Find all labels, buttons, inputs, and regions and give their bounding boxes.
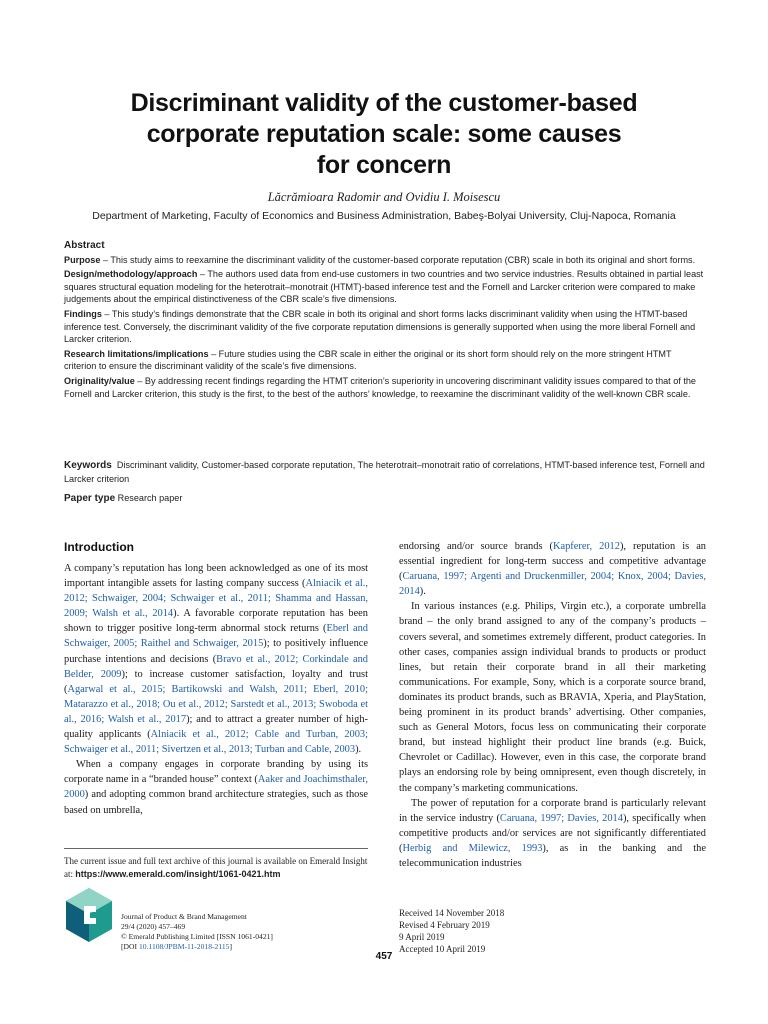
body-text: ), specifically when competitive products and/or services are not significantly differentiated ( <box>399 812 706 854</box>
paper-type-label: Paper type <box>64 493 116 504</box>
citation-link[interactable]: Kapferer, 2012 <box>553 541 620 552</box>
date-accepted: Accepted 10 April 2019 <box>399 944 486 954</box>
archive-url-link[interactable]: https://www.emerald.com/insight/1061-0421.htm <box>75 869 281 879</box>
citation-link[interactable]: Caruana, 1997; Davies, 2014 <box>499 812 623 824</box>
body-text: ) and adopting common brand architecture strategies, such as those based on umbrella, <box>64 789 368 816</box>
citation-link[interactable]: Eberl and Schwaiger, 2005; Raithel and Schwaiger, 2015 <box>64 623 368 650</box>
citation-link[interactable]: Aaker and Joachimsthaler, 2000 <box>64 774 368 801</box>
journal-copyright: © Emerald Publishing Limited [ISSN 1061-0421] <box>121 932 273 941</box>
abstract-section-text: – This study’s findings demonstrate that the CBR scale in both its original and short forms lacks discriminant validity when using the HTMT-based inference test. Conversely, the discriminant validity of the five corporate reputation dimensions is generally supported when using the more liberal Fornell and Larcker criterion. <box>64 308 696 345</box>
abstract-section-text: – By addressing recent findings regarding the HTMT criterion’s superiority in uncovering discriminant validity issues compared to that of the Fornell and Larcker criterion, this study is the first, to the best of the authors’ knowledge, to reexamine the discriminant validity of the well-known CBR scale. <box>64 375 696 399</box>
abstract-section-label: Findings <box>64 308 102 319</box>
abstract-section-label: Originality/value <box>64 375 135 386</box>
date-received: Received 14 November 2018 <box>399 908 505 918</box>
abstract-section <box>64 348 706 373</box>
citation-link[interactable]: Bravo et al., 2012; Corkindale and Belder, 2009 <box>64 653 368 680</box>
authors: Lăcrămioara Radomir and Ovidiu I. Moisescu <box>267 190 501 204</box>
left-column-text <box>64 561 368 818</box>
article-title <box>40 88 728 181</box>
citation-link[interactable]: Alniacik et al., 2012; Schwaiger, 2004; Schwaiger et al., 2011; Shamma and Hassan, 2009; Walsh et al., 2014 <box>64 578 368 620</box>
doi-link[interactable]: 10.1108/JPBM-11-2018-2115 <box>138 942 230 951</box>
journal-volume: 29/4 (2020) 457–469 <box>121 922 186 931</box>
citation-link[interactable]: Agarwal et al., 2015; Bartikowski and Walsh, 2011; Eberl, 2010; Matarazzo et al., 2018; Ou et al., 2012; Sarstedt et al., 2013; Swoboda et al., 2016; Walsh et al., 2017 <box>64 683 368 725</box>
body-text: ); to positively influence purchase intentions and decisions ( <box>64 638 368 665</box>
body-text: ), as in the banking and the telecommunication industries <box>399 842 706 869</box>
body-text: ). <box>419 586 426 598</box>
keywords-label: Keywords <box>64 460 112 471</box>
abstract-section <box>64 268 706 306</box>
journal-doi: [DOI 10.1108/JPBM-11-2018-2115] <box>121 942 232 951</box>
body-paragraph <box>64 757 368 817</box>
archive-note-text: The current issue and full text archive of this journal is available on Emerald Insight at: <box>64 856 368 879</box>
journal-info <box>121 912 371 952</box>
body-text: When a company engages in corporate branding by using its corporate name in a “branded house” context ( <box>64 759 368 786</box>
citation-link[interactable]: Herbig and Milewicz, 1993 <box>402 842 543 854</box>
abstract-heading: Abstract <box>64 240 105 251</box>
keywords <box>64 459 706 485</box>
citation-link[interactable]: Alniacik et al., 2012; Cable and Turban, 2003; Schwaiger et al., 2011; Sivertzen et al., 2013; Turban and Cable, 2003 <box>64 729 369 756</box>
right-column-text <box>399 539 706 871</box>
abstract-section-text: – The authors used data from end-use customers in two countries and two service industries. Results obtained in partial least squares structural equation modeling for the heterotrait–monotrait (HTMT)-based inference test and the Fornell and Larcker criterion were compared to make judgements about the empirical distinctiveness of the CBR scale’s five dimensions. <box>64 269 704 305</box>
abstract-sections <box>64 254 706 401</box>
abstract-section-text: – This study aims to reexamine the discriminant validity of the customer-based corporate reputation (CBR) scale in both its original and short forms. <box>100 254 696 265</box>
abstract-section-text: – Future studies using the CBR scale in either the original or its short form should rely on the more stringent HTMT criterion to ensure the discriminant validity of the scale’s five dimensions. <box>64 348 672 372</box>
body-text: ). A favorable corporate reputation has been shown to trigger positive long-term abnormal stock returns ( <box>64 608 368 635</box>
body-text: ); to increase customer satisfaction, loyalty and trust ( <box>64 668 368 695</box>
body-text: ). <box>355 744 362 756</box>
citation-link[interactable]: Caruana, 1997; Argenti and Druckenmiller, 2004; Knox, 2004; Davies, 2014 <box>399 571 706 598</box>
date-revised-2: 9 April 2019 <box>399 932 445 942</box>
abstract-section-label: Design/methodology/approach <box>64 269 198 280</box>
abstract-section-label: Purpose <box>64 254 101 265</box>
body-paragraph <box>399 796 706 871</box>
title-line: for concern <box>316 151 452 179</box>
body-paragraph <box>399 539 706 599</box>
body-text: In various instances (e.g. Philips, Virgin etc.), a corporate umbrella brand – the only brand assigned to any of the company’s products – covers several, and sometimes extremely different, product categories. In other cases, companies assign individual brands to products or product lines, but retain their corporate brand in all their marketing communications. For example, Sony, which is a corporate source brand, dominates its product brands, such as BRAVIA, Xperia, and PlayStation, being prominent in its product brands’ advertising. Other companies, such as General Motors, focus less on communicating their corporate brand, but instead highlight their product line brands (e.g. Buick, Chevrolet or Cadillac). However, even in this case, the corporate brand plays an endorsing role by being omnipresent, even though discretely, in the company’s marketing communications. <box>399 601 706 794</box>
affiliation: Department of Marketing, Faculty of Economics and Business Administration, Babeş-Bolyai University, Cluj-Napoca, Romania <box>92 210 676 222</box>
abstract-section-label: Research limitations/implications <box>64 348 209 359</box>
body-paragraph <box>64 561 368 757</box>
abstract-section <box>64 254 706 267</box>
emerald-logo-icon <box>64 886 114 944</box>
title-line: Discriminant validity of the customer-based <box>130 89 638 117</box>
journal-name: Journal of Product & Brand Management <box>121 912 247 921</box>
archive-note <box>64 855 368 881</box>
paper-type-value: Research paper <box>117 493 183 503</box>
body-text: A company’s reputation has long been acknowledged as one of its most important intangible assets for lasting company success ( <box>64 563 368 590</box>
body-text: ), reputation is an essential ingredient for long-term success and competitive advantage ( <box>399 541 706 583</box>
body-text: endorsing and/or source brands ( <box>399 541 553 552</box>
body-text: ); and to attract a greater number of high-quality applicants ( <box>64 713 368 741</box>
title-line: corporate reputation scale: some causes <box>146 120 622 148</box>
body-text: The power of reputation for a corporate brand is particularly relevant in the service industry ( <box>399 797 706 824</box>
footnote-divider <box>64 848 368 849</box>
article-dates <box>399 907 649 955</box>
paper-type <box>64 493 706 504</box>
date-revised: Revised 4 February 2019 <box>399 920 490 930</box>
body-paragraph <box>399 599 706 795</box>
abstract-section <box>64 308 706 346</box>
abstract <box>64 240 706 402</box>
page-number: 457 <box>375 951 393 962</box>
abstract-section <box>64 375 706 400</box>
section-heading-introduction: Introduction <box>64 540 134 554</box>
keywords-text: Discriminant validity, Customer-based corporate reputation, The heterotrait–monotrait ratio of correlations, HTMT-based inference test, Fornell and Larcker criterion <box>64 460 705 484</box>
